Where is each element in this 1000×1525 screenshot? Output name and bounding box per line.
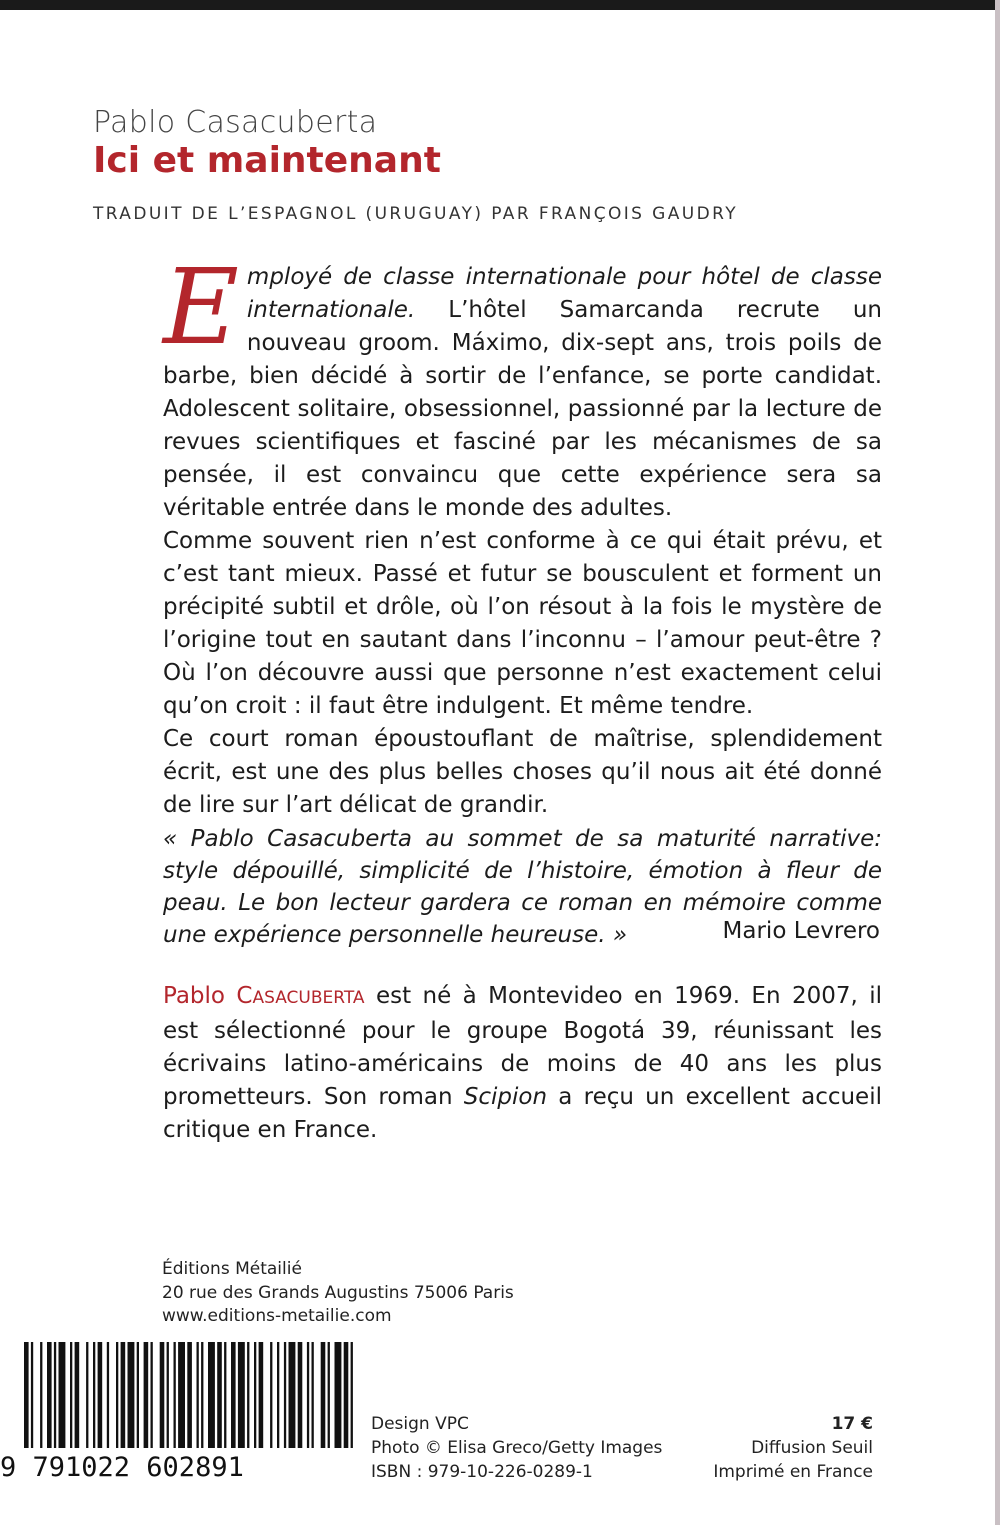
- barcode-bar: [116, 1342, 118, 1448]
- publisher-website: www.editions-metailie.com: [162, 1306, 392, 1326]
- barcode-bar: [328, 1342, 330, 1448]
- barcode-bar: [307, 1342, 309, 1448]
- author-bio: [163, 980, 882, 1147]
- barcode-bar: [121, 1342, 126, 1448]
- barcode-bar: [75, 1342, 80, 1448]
- photo-credit: Photo © Elisa Greco/Getty Images: [371, 1438, 663, 1458]
- barcode-bar: [137, 1342, 139, 1448]
- publisher-name: Éditions Métailié: [162, 1259, 302, 1279]
- publisher-address: 20 rue des Grands Augustins 75006 Paris: [162, 1282, 514, 1303]
- blurb: [163, 246, 882, 822]
- right-edge: [995, 0, 1000, 1525]
- barcode-bar: [47, 1342, 52, 1448]
- publisher-info: [162, 1258, 514, 1329]
- barcode-bar: [298, 1342, 303, 1448]
- barcode-bar: [289, 1342, 296, 1448]
- barcode-bar: [93, 1342, 95, 1448]
- barcode-bar: [24, 1342, 29, 1448]
- blurb-paragraph-3: Ce court roman époustouflant de maîtrise, splendidement écrit, est une des plus belles choses qu’il nous ait été donné de lire sur l’art délicat de grandir.: [163, 726, 882, 818]
- barcode-bar: [86, 1342, 88, 1448]
- back-cover: [0, 10, 995, 1525]
- book-title: Ici et maintenant: [93, 140, 441, 181]
- barcode-bar: [238, 1342, 245, 1448]
- barcode-bar: [187, 1342, 192, 1448]
- bio-author-name: [163, 983, 365, 1009]
- barcode-bar: [59, 1342, 66, 1448]
- author-name: Pablo Casacuberta: [93, 105, 378, 140]
- bio-book-title: Scipion: [463, 1084, 548, 1110]
- bio-first-name: Pablo: [163, 983, 237, 1009]
- bio-last-name-rest: ASACUBERTA: [252, 988, 365, 1008]
- barcode-bars: [2, 1342, 362, 1450]
- bio-text: est né à Montevideo en 1969. En 2007, il est sélectionné pour le groupe Bogotá 39, réunissant les écrivains latino-américains de moins de 40 ans les plus prometteurs. Son roman: [163, 983, 882, 1110]
- barcode-bar: [201, 1342, 203, 1448]
- barcode-bar: [40, 1342, 42, 1448]
- barcode-bar: [224, 1342, 226, 1448]
- bio-text-end: a reçu un excellent accueil critique en France.: [163, 1084, 882, 1143]
- barcode-bar: [277, 1342, 279, 1448]
- price: 17 €: [831, 1414, 873, 1434]
- drop-cap: E: [163, 246, 239, 368]
- price-block: [713, 1412, 873, 1484]
- barcode-bar: [151, 1342, 153, 1448]
- design-credit: Design VPC: [371, 1414, 469, 1434]
- barcode-bar: [174, 1342, 176, 1448]
- blurb-paragraph-2: Comme souvent rien n’est conforme à ce qui était prévu, et c’est tant mieux. Passé et futur se bousculent et forment un précipité subtil et drôle, où l’on résout à la fois le mystère de l’origine tout en sautant dans l’inconnu – l’amour peut-être ? Où l’on découvre aussi que personne n’est exactement celui qu’on croit : il faut être indulgent. Et même tendre.: [163, 528, 882, 719]
- bio-last-name-initial: C: [236, 983, 253, 1009]
- top-edge: [0, 0, 1000, 10]
- barcode-bar: [160, 1342, 165, 1448]
- barcode-bar: [284, 1342, 286, 1448]
- barcode-bar: [217, 1342, 222, 1448]
- barcode-digits: 9 791022 602891: [0, 1452, 244, 1483]
- barcode-bar: [321, 1342, 326, 1448]
- barcode-bar: [270, 1342, 272, 1448]
- printed-in: Imprimé en France: [713, 1462, 873, 1482]
- barcode-bar: [144, 1342, 149, 1448]
- barcode-bar: [259, 1342, 264, 1448]
- barcode-bar: [70, 1342, 72, 1448]
- barcode-bar: [98, 1342, 103, 1448]
- review-quote: « Pablo Casacuberta au sommet de sa maturité narrative: style dépouillé, simplicité de l’histoire, émotion à fleur de peau. Le bon lecteur gardera ce roman en mémoire comme une expérience personnelle heureuse. »: [163, 826, 882, 948]
- distribution: Diffusion Seuil: [751, 1438, 873, 1458]
- barcode-bar: [178, 1342, 185, 1448]
- barcode-bar: [344, 1342, 349, 1448]
- barcode-bar: [54, 1342, 56, 1448]
- barcode-bar: [208, 1342, 215, 1448]
- barcode-bar: [128, 1342, 135, 1448]
- barcode-bar: [31, 1342, 33, 1448]
- quote-author: Mario Levrero: [722, 918, 880, 944]
- barcode-bar: [254, 1342, 256, 1448]
- translator-credit: TRADUIT DE L’ESPAGNOL (URUGUAY) PAR FRANÇOIS GAUDRY: [93, 204, 738, 224]
- blurb-italic-opening: mployé de classe internationale pour hôtel de classe internationale.: [246, 264, 882, 323]
- barcode: [0, 1340, 364, 1500]
- barcode-bar: [247, 1342, 249, 1448]
- blurb-paragraph-1: [163, 246, 882, 525]
- barcode-bar: [335, 1342, 342, 1448]
- barcode-bar: [231, 1342, 236, 1448]
- blurb-paragraph-1-text: L’hôtel Samarcanda recrute un nouveau groom. Máximo, dix-sept ans, trois poils de barbe, bien décidé à sortir de l’enfance, se porte candidat. Adolescent solitaire, obsessionnel, passionné par la lecture de revues scientifiques et fasciné par les mécanismes de sa pensée, il est convaincu que cette expérience sera sa véritable entrée dans le monde des adultes.: [163, 297, 882, 521]
- barcode-bar: [197, 1342, 199, 1448]
- barcode-bar: [312, 1342, 314, 1448]
- credits: [371, 1412, 662, 1484]
- isbn: ISBN : 979-10-226-0289-1: [371, 1462, 593, 1482]
- barcode-bar: [107, 1342, 109, 1448]
- barcode-bar: [351, 1342, 353, 1448]
- barcode-bar: [167, 1342, 169, 1448]
